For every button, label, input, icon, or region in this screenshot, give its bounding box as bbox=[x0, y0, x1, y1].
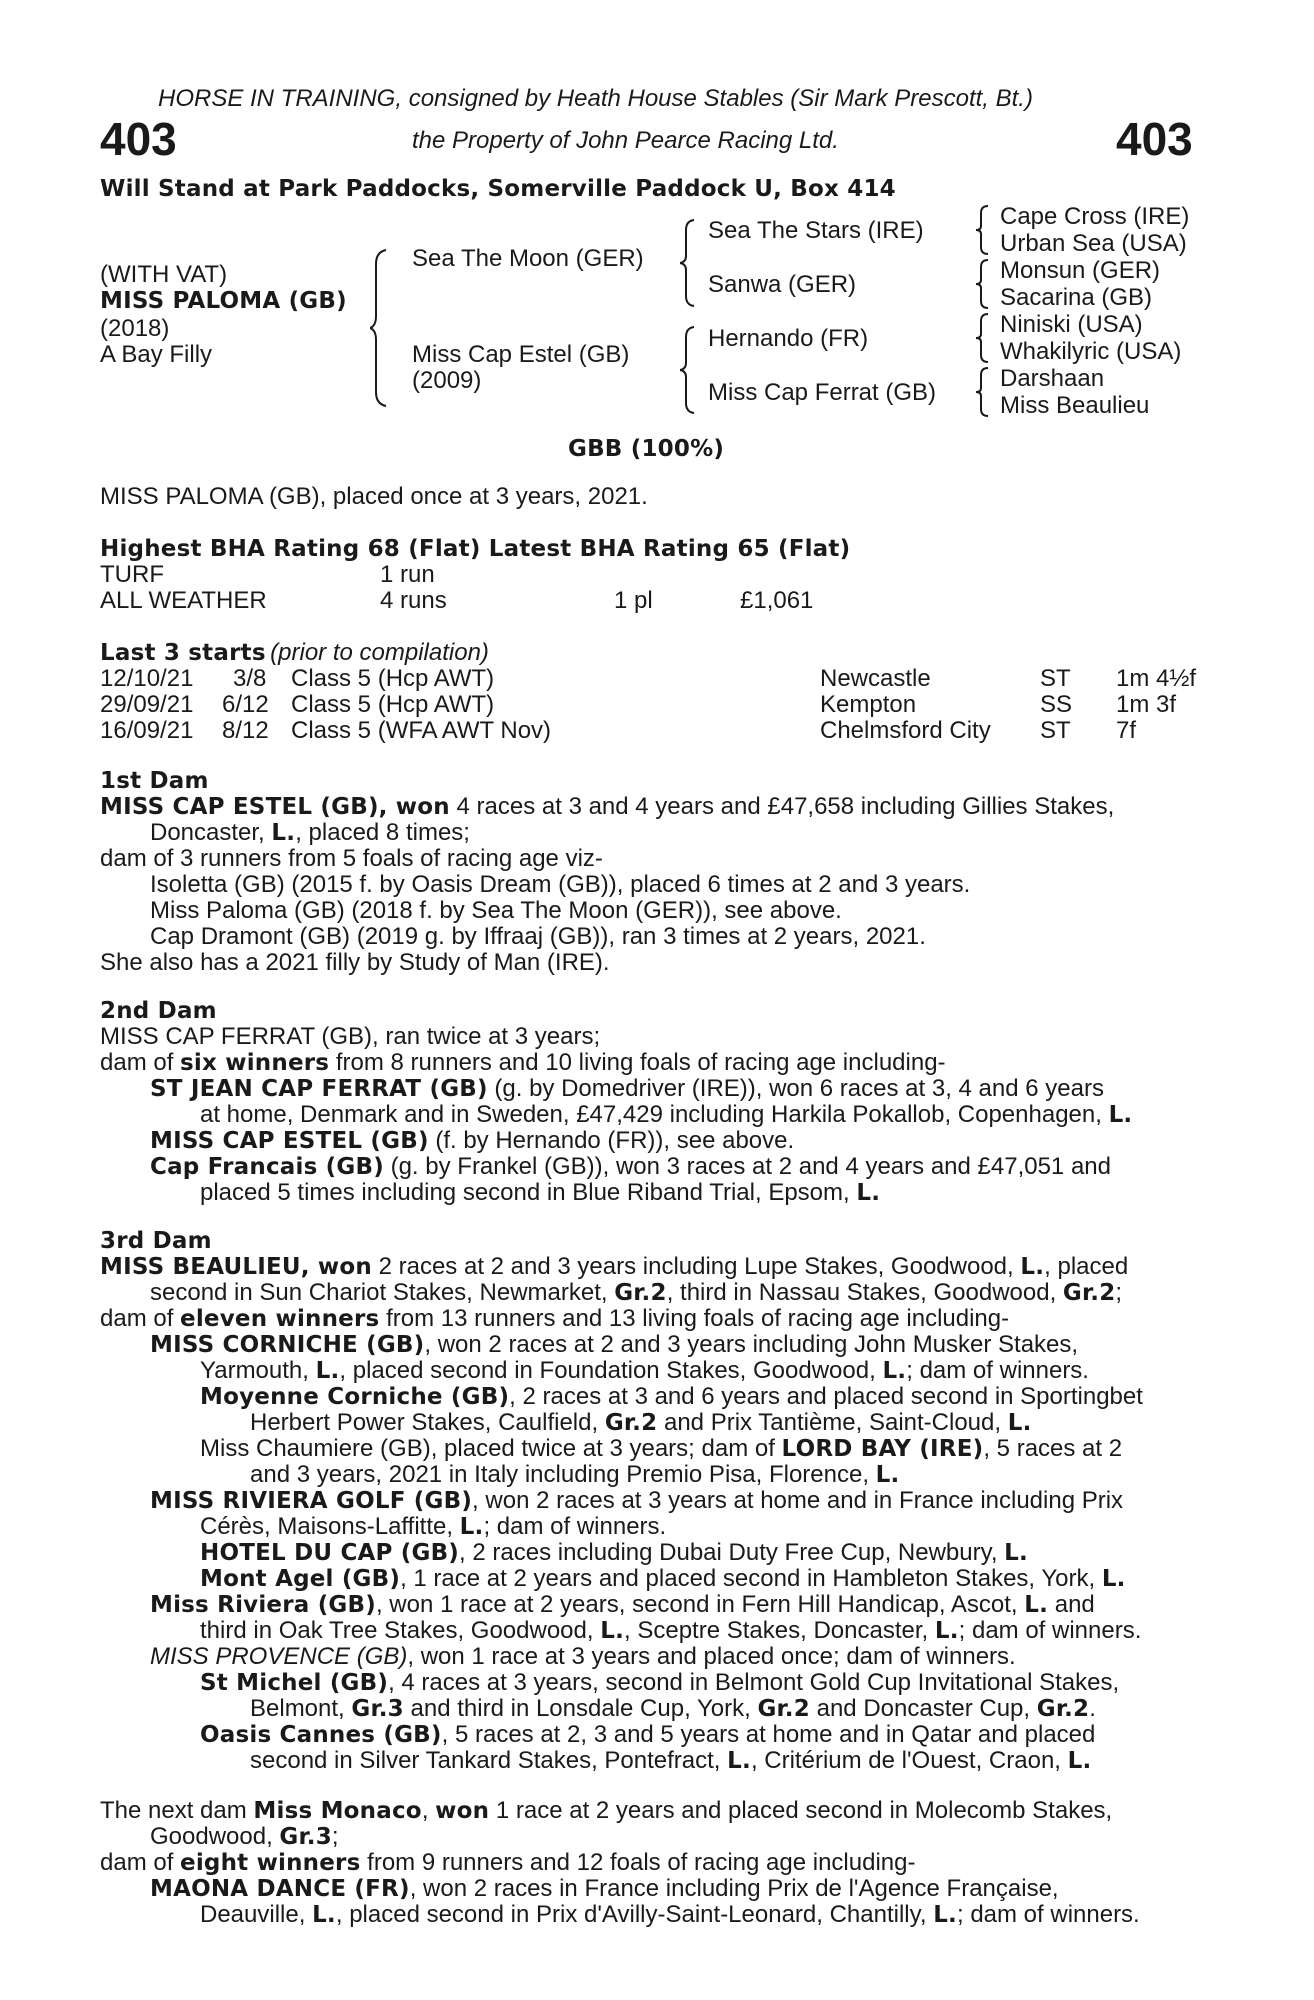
start-course: Kempton bbox=[820, 691, 917, 718]
first-dam-line: She also has a 2021 filly by Study of Man (IRE). bbox=[100, 949, 610, 976]
third-dam-line: St Michel (GB), 4 races at 3 years, second in Belmont Gold Cup Invitational Stakes, bbox=[200, 1669, 1120, 1696]
first-dam-foal: Cap Dramont (GB) (2019 g. by Iffraaj (GB)), ran 3 times at 2 years, 2021. bbox=[150, 923, 926, 950]
start-pos: 3/8 bbox=[233, 665, 267, 692]
next-dam-line: MAONA DANCE (FR), won 2 races in France including Prix de l'Agence Française, bbox=[150, 1875, 1059, 1902]
third-dam-heading: 3rd Dam bbox=[100, 1228, 212, 1254]
pedigree-sire-brace bbox=[680, 218, 696, 308]
third-dam-line: MISS CORNICHE (GB), won 2 races at 2 and 3 years including John Musker Stakes, bbox=[150, 1331, 1079, 1358]
property-line: the Property of John Pearce Racing Ltd. bbox=[412, 127, 839, 154]
third-dam-line: Oasis Cannes (GB), 5 races at 2, 3 and 5 years at home and in Qatar and placed bbox=[200, 1721, 1096, 1748]
bha-rating-heading: Highest BHA Rating 68 (Flat) Latest BHA Rating 65 (Flat) bbox=[100, 536, 851, 562]
third-dam-line: Mont Agel (GB), 1 race at 2 years and placed second in Hambleton Stakes, York, L. bbox=[200, 1565, 1126, 1592]
horse-year: (2018) bbox=[100, 315, 170, 342]
start-date: 16/09/21 bbox=[100, 717, 194, 744]
first-dam-heading: 1st Dam bbox=[100, 768, 209, 794]
third-dam-line: Herbert Power Stakes, Caulfield, Gr.2 and Prix Tantième, Saint-Cloud, L. bbox=[250, 1409, 1032, 1436]
second-dam-line: placed 5 times including second in Blue Riband Trial, Epsom, L. bbox=[200, 1179, 881, 1206]
third-dam-line: Miss Riviera (GB), won 1 race at 2 years, second in Fern Hill Handicap, Ascot, L. and bbox=[150, 1591, 1095, 1618]
third-dam-line: dam of eleven winners from 13 runners and 13 living foals of racing age including- bbox=[100, 1305, 1010, 1332]
first-dam-line: Doncaster, L., placed 8 times; bbox=[150, 819, 470, 846]
third-dam-line: MISS PROVENCE (GB), won 1 race at 3 years and placed once; dam of winners. bbox=[150, 1643, 1016, 1670]
aw-label: ALL WEATHER bbox=[100, 587, 267, 614]
second-dam-heading: 2nd Dam bbox=[100, 998, 217, 1024]
pedigree-dd: Miss Cap Ferrat (GB) bbox=[708, 379, 937, 406]
start-race: Class 5 (WFA AWT Nov) bbox=[291, 717, 552, 744]
third-dam-line: Moyenne Corniche (GB), 2 races at 3 and 6 years and placed second in Sportingbet bbox=[200, 1383, 1143, 1410]
second-dam-line: at home, Denmark and in Sweden, £47,429 including Harkila Pokallob, Copenhagen, L. bbox=[200, 1101, 1133, 1128]
pedigree-dsd: Whakilyric (USA) bbox=[1000, 338, 1182, 365]
first-dam-line: MISS CAP ESTEL (GB), won 4 races at 3 and 4 years and £47,658 including Gillies Stakes, bbox=[100, 793, 1115, 820]
third-dam-line: MISS RIVIERA GOLF (GB), won 2 races at 3 years at home and in France including Prix bbox=[150, 1487, 1124, 1514]
start-race: Class 5 (Hcp AWT) bbox=[291, 691, 495, 718]
first-dam-foal: Isoletta (GB) (2015 f. by Oasis Dream (GB)), placed 6 times at 2 and 3 years. bbox=[150, 871, 971, 898]
pedigree-dam: Miss Cap Estel (GB) bbox=[412, 341, 630, 368]
third-dam-line: Belmont, Gr.3 and third in Lonsdale Cup, York, Gr.2 and Doncaster Cup, Gr.2. bbox=[250, 1695, 1096, 1722]
pedigree-sds: Monsun (GER) bbox=[1000, 257, 1161, 284]
third-dam-line: MISS BEAULIEU, won 2 races at 2 and 3 years including Lupe Stakes, Goodwood, L., placed bbox=[100, 1253, 1129, 1280]
first-dam-line: dam of 3 runners from 5 foals of racing age viz- bbox=[100, 845, 603, 872]
pedigree-ssd: Urban Sea (USA) bbox=[1000, 230, 1187, 257]
pedigree-brace-ss bbox=[976, 204, 990, 256]
third-dam-line: second in Sun Chariot Stakes, Newmarket, Gr.2, third in Nassau Stakes, Goodwood, Gr.2; bbox=[150, 1279, 1123, 1306]
pedigree-ss: Sea The Stars (IRE) bbox=[708, 217, 924, 244]
second-dam-line: MISS CAP FERRAT (GB), ran twice at 3 years; bbox=[100, 1023, 601, 1050]
turf-runs: 1 run bbox=[380, 561, 435, 588]
last-starts-title: Last 3 starts bbox=[100, 640, 266, 666]
pedigree-brace-dd bbox=[976, 366, 990, 418]
start-going: SS bbox=[1040, 691, 1073, 718]
turf-label: TURF bbox=[100, 561, 164, 588]
pedigree-brace-sd bbox=[976, 258, 990, 310]
next-dam-line: dam of eight winners from 9 runners and 12 foals of racing age including- bbox=[100, 1849, 916, 1876]
pedigree-sire: Sea The Moon (GER) bbox=[412, 245, 644, 272]
consignor-line: HORSE IN TRAINING, consigned by Heath House Stables (Sir Mark Prescott, Bt.) bbox=[158, 85, 1033, 112]
next-dam-line: Goodwood, Gr.3; bbox=[150, 1823, 339, 1850]
start-date: 29/09/21 bbox=[100, 691, 194, 718]
third-dam-line: Yarmouth, L., placed second in Foundation Stakes, Goodwood, L.; dam of winners. bbox=[200, 1357, 1089, 1384]
last-starts-note: (prior to compilation) bbox=[270, 639, 489, 666]
aw-runs: 4 runs bbox=[380, 587, 447, 614]
location-line: Will Stand at Park Paddocks, Somerville Paddock U, Box 414 bbox=[100, 176, 896, 202]
pedigree-ddd: Miss Beaulieu bbox=[1000, 392, 1150, 419]
start-going: ST bbox=[1040, 717, 1071, 744]
pedigree-sdd: Sacarina (GB) bbox=[1000, 284, 1153, 311]
horse-description: A Bay Filly bbox=[100, 341, 213, 368]
start-course: Newcastle bbox=[820, 665, 931, 692]
third-dam-line: Cérès, Maisons-Laffitte, L.; dam of winners. bbox=[200, 1513, 667, 1540]
start-date: 12/10/21 bbox=[100, 665, 194, 692]
pedigree-dam-year: (2009) bbox=[412, 367, 482, 394]
pedigree-brace-ds bbox=[976, 312, 990, 364]
pedigree-ds: Hernando (FR) bbox=[708, 325, 869, 352]
pedigree-sd: Sanwa (GER) bbox=[708, 271, 857, 298]
second-dam-line: Cap Francais (GB) (g. by Frankel (GB)), won 3 races at 2 and 4 years and £47,051 and bbox=[150, 1153, 1111, 1180]
start-distance: 1m 3f bbox=[1116, 691, 1177, 718]
horse-name: MISS PALOMA (GB) bbox=[100, 288, 347, 314]
pedigree-dam-brace bbox=[680, 325, 696, 415]
next-dam-line: Deauville, L., placed second in Prix d'Avilly-Saint-Leonard, Chantilly, L.; dam of winners. bbox=[200, 1901, 1140, 1928]
first-dam-foal: Miss Paloma (GB) (2018 f. by Sea The Moon (GER)), see above. bbox=[150, 897, 842, 924]
second-dam-line: MISS CAP ESTEL (GB) (f. by Hernando (FR)), see above. bbox=[150, 1127, 795, 1154]
start-going: ST bbox=[1040, 665, 1071, 692]
start-pos: 8/12 bbox=[222, 717, 269, 744]
race-summary: MISS PALOMA (GB), placed once at 3 years, 2021. bbox=[100, 483, 648, 510]
third-dam-line: third in Oak Tree Stakes, Goodwood, L., Sceptre Stakes, Doncaster, L.; dam of winners. bbox=[200, 1617, 1142, 1644]
aw-placed: 1 pl bbox=[614, 587, 653, 614]
second-dam-line: dam of six winners from 8 runners and 10 living foals of racing age including- bbox=[100, 1049, 946, 1076]
start-pos: 6/12 bbox=[222, 691, 269, 718]
next-dam-line: The next dam Miss Monaco, won 1 race at 2 years and placed second in Molecomb Stakes, bbox=[100, 1797, 1113, 1824]
third-dam-line: and 3 years, 2021 in Italy including Premio Pisa, Florence, L. bbox=[250, 1461, 900, 1488]
start-distance: 7f bbox=[1116, 717, 1137, 744]
gbb-status: GBB (100%) bbox=[568, 436, 725, 462]
lot-number-right: 403 bbox=[1116, 113, 1193, 165]
pedigree-dds: Darshaan bbox=[1000, 365, 1105, 392]
pedigree-sss: Cape Cross (IRE) bbox=[1000, 203, 1190, 230]
pedigree-dss: Niniski (USA) bbox=[1000, 311, 1143, 338]
pedigree-main-brace bbox=[370, 248, 390, 408]
vat-note: (WITH VAT) bbox=[100, 261, 228, 288]
start-course: Chelmsford City bbox=[820, 717, 991, 744]
third-dam-line: second in Silver Tankard Stakes, Pontefract, L., Critérium de l'Ouest, Craon, L. bbox=[250, 1747, 1092, 1774]
third-dam-line: HOTEL DU CAP (GB), 2 races including Dubai Duty Free Cup, Newbury, L. bbox=[200, 1539, 1028, 1566]
third-dam-line: Miss Chaumiere (GB), placed twice at 3 years; dam of LORD BAY (IRE), 5 races at 2 bbox=[200, 1435, 1123, 1462]
lot-number-left: 403 bbox=[100, 113, 177, 165]
start-distance: 1m 4½f bbox=[1116, 665, 1197, 692]
aw-prize: £1,061 bbox=[740, 587, 814, 614]
second-dam-line: ST JEAN CAP FERRAT (GB) (g. by Domedriver (IRE)), won 6 races at 3, 4 and 6 years bbox=[150, 1075, 1104, 1102]
last-starts-heading bbox=[100, 640, 489, 666]
start-race: Class 5 (Hcp AWT) bbox=[291, 665, 495, 692]
